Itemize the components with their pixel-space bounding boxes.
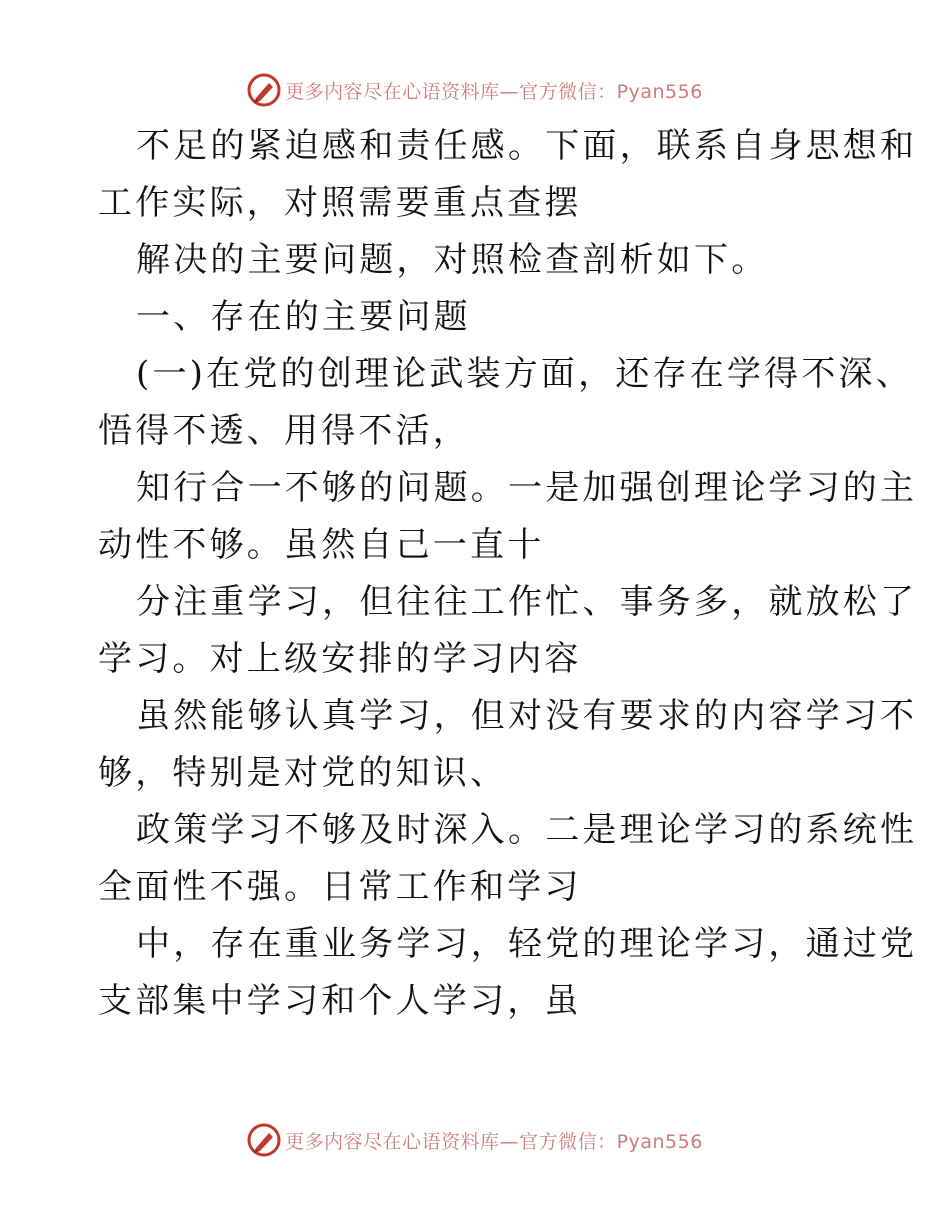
text-line: 够，特别是对党的知识、: [98, 753, 508, 793]
text-line: 工作实际，对照需要重点查摆: [98, 183, 582, 223]
text-line: 中，存在重业务学习，轻党的理论学习，通过党: [136, 924, 918, 964]
banner-text: 更多内容尽在心语资料库—官方微信：Pyan556: [285, 1130, 703, 1153]
text-line: 分注重学习，但往往工作忙、事务多，就放松了: [136, 582, 918, 622]
text-line: (一)在党的创理论武装方面，还存在学得不深、: [136, 354, 913, 394]
footer-banner: [0, 1120, 950, 1160]
text-line: 悟得不透、用得不活，: [98, 411, 470, 451]
text-line: 虽然能够认真学习，但对没有要求的内容学习不: [136, 696, 918, 736]
pen-logo-icon: [247, 73, 281, 107]
text-line: 不足的紧迫感和责任感。下面，联系自身思想和: [136, 126, 918, 166]
banner-text: 更多内容尽在心语资料库—官方微信：Pyan556: [285, 80, 703, 103]
text-line: 解决的主要问题，对照检查剖析如下。: [136, 240, 769, 280]
section-heading: 一、存在的主要问题: [136, 297, 471, 337]
text-line: 政策学习不够及时深入。二是理论学习的系统性: [136, 810, 918, 850]
pen-logo-icon: [247, 1123, 281, 1157]
document-body: [98, 118, 918, 1030]
text-line: 知行合一不够的问题。一是加强创理论学习的主: [136, 468, 918, 508]
header-banner: [0, 70, 950, 110]
text-line: 全面性不强。日常工作和学习: [98, 867, 582, 907]
text-line: 支部集中学习和个人学习，虽: [98, 981, 582, 1021]
text-line: 动性不够。虽然自己一直十: [98, 525, 545, 565]
text-line: 学习。对上级安排的学习内容: [98, 639, 582, 679]
